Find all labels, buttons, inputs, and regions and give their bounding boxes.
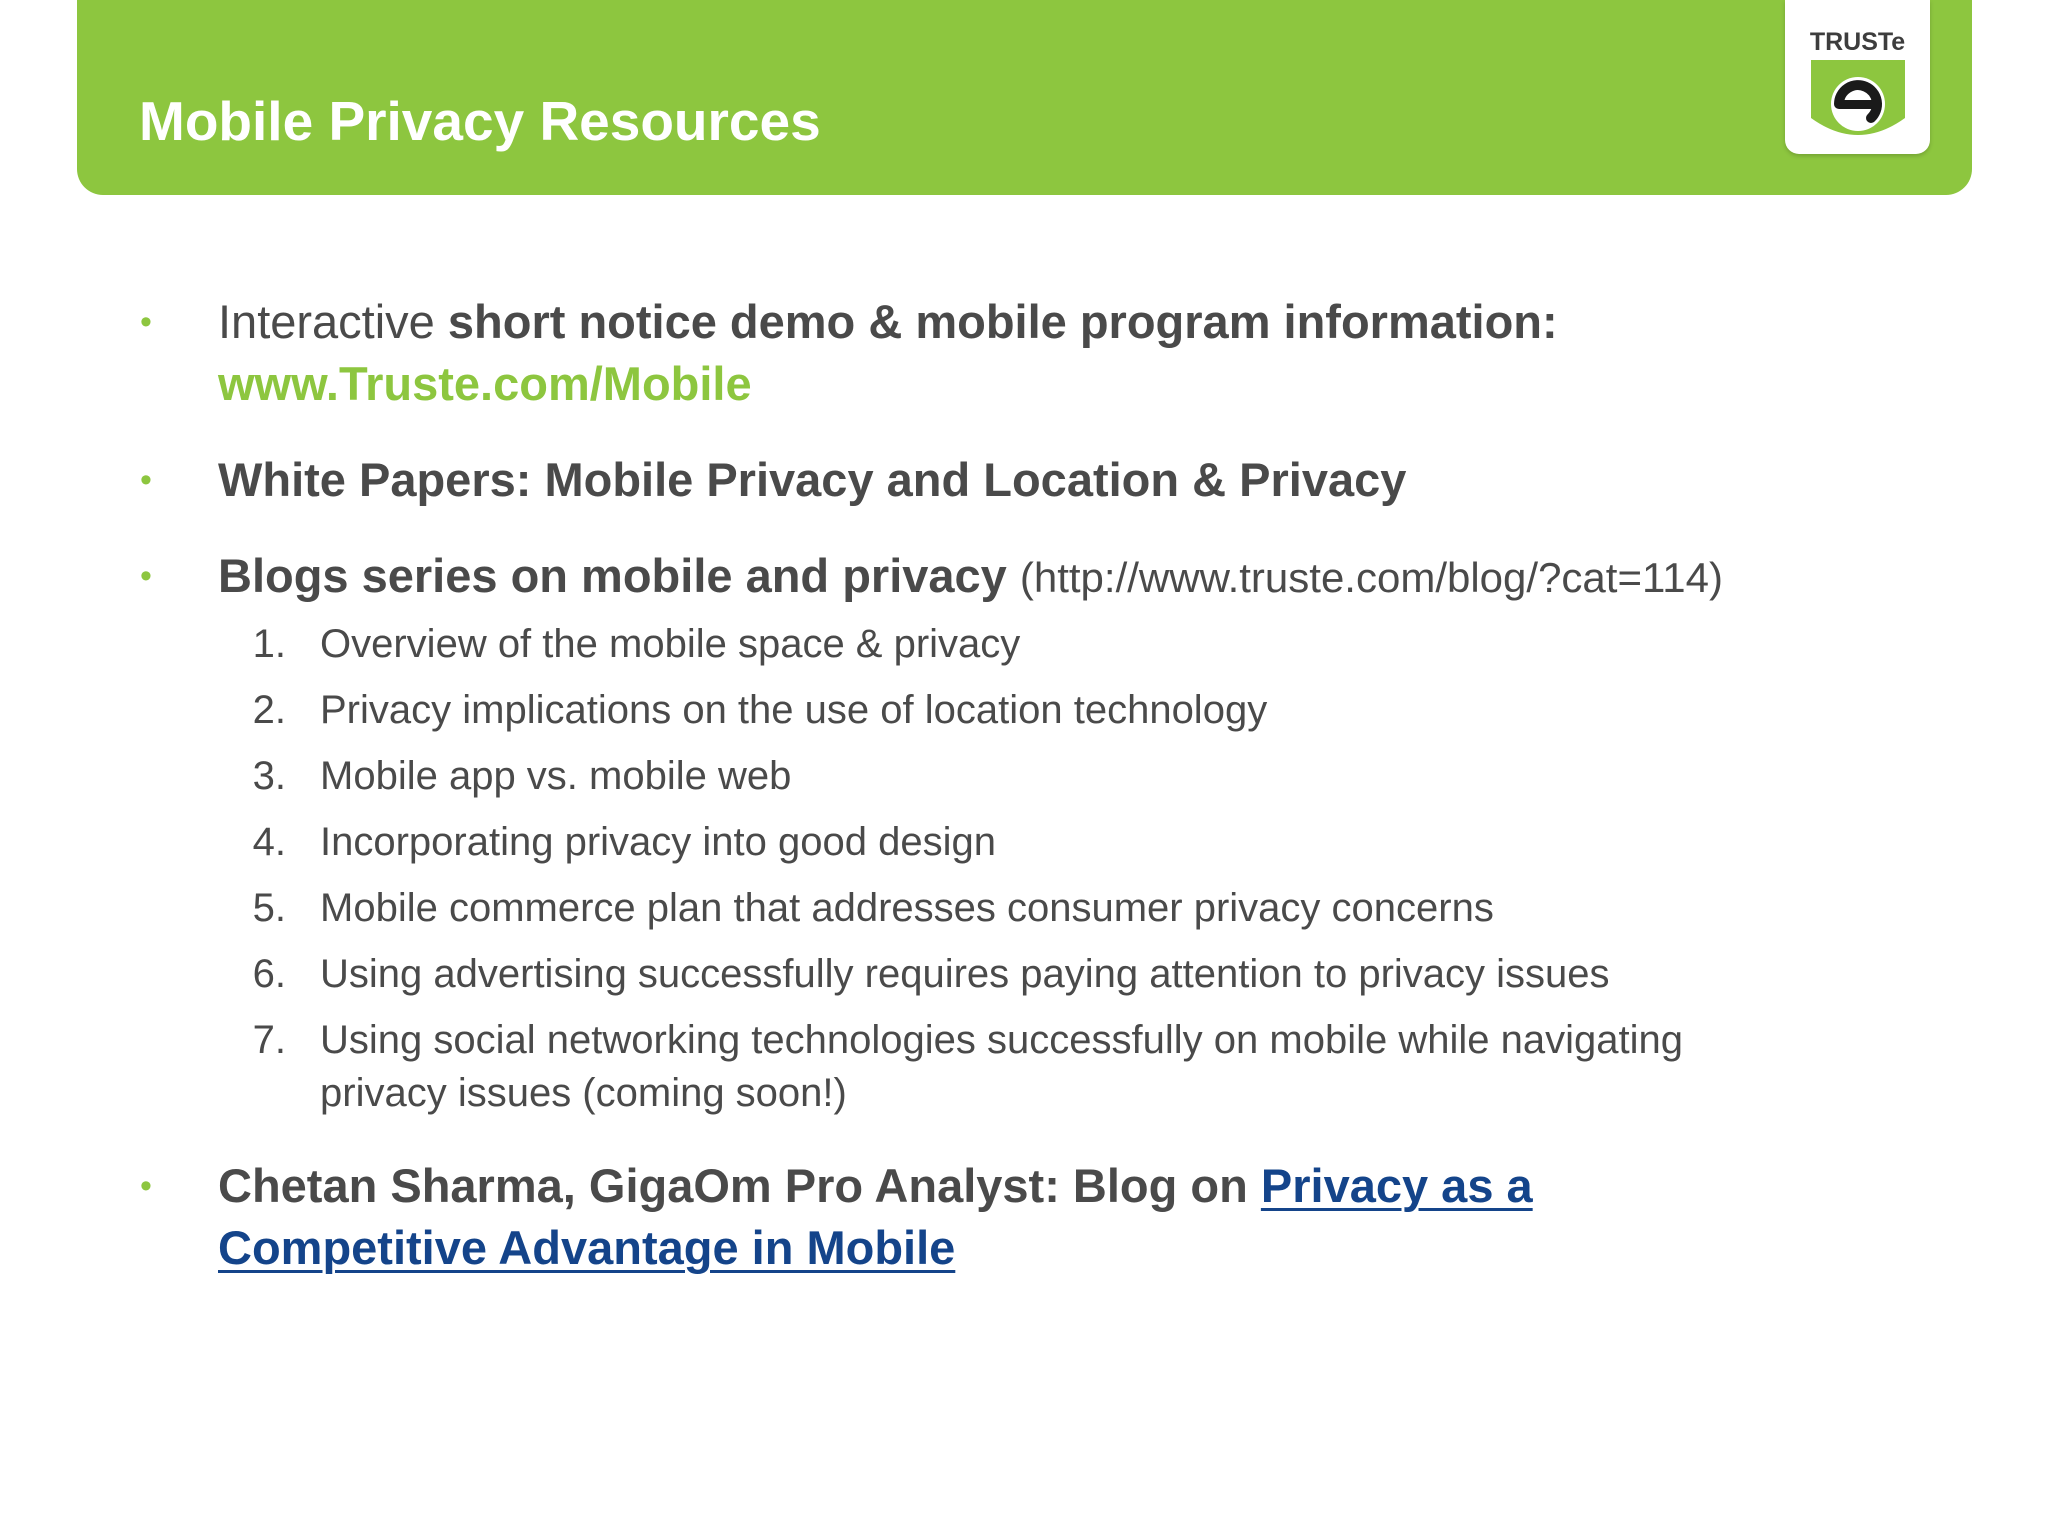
list-number: 3. [252,754,286,798]
bullet-marker: • [140,1167,152,1205]
blog-url[interactable]: (http://www.truste.com/blog/?cat=114) [1019,554,1723,601]
bullet-1-line [218,292,1558,352]
list-item: Mobile commerce plan that addresses consumer privacy concerns [320,886,1494,930]
privacy-advantage-link[interactable]: Privacy as a [1260,1159,1533,1212]
bullet-1-bold: short notice demo & mobile program information: [447,295,1558,348]
list-number: 4. [252,820,286,864]
bullet-4-link-line [218,1218,955,1278]
bullet-2-line: White Papers: Mobile Privacy and Location & Privacy [218,453,1407,506]
list-item: Incorporating privacy into good design [320,820,996,864]
list-item: Mobile app vs. mobile web [320,754,792,798]
list-number: 5. [252,886,286,930]
list-item-continuation: privacy issues (coming soon!) [320,1071,847,1115]
bullet-marker: • [140,303,152,341]
list-number: 1. [252,622,286,666]
list-item: Using advertising successfully requires paying attention to privacy issues [320,952,1610,996]
page-title: Mobile Privacy Resources [139,90,821,152]
privacy-advantage-link-cont[interactable]: Competitive Advantage in Mobile [218,1221,956,1274]
bullet-3-line [218,546,1723,608]
bullet-marker: • [140,557,152,595]
list-item: Overview of the mobile space & privacy [320,622,1021,666]
bullet-4-bold: Chetan Sharma, GigaOm Pro Analyst: Blog on [218,1159,1248,1212]
list-item: Using social networking technologies successfully on mobile while navigating [320,1018,1683,1062]
list-item: Privacy implications on the use of location technology [320,688,1268,732]
list-number: 7. [252,1018,286,1062]
logo-text: TRUSTe [1809,28,1906,56]
bullet-1-link-line [218,354,752,414]
bullet-4-line [218,1156,1533,1216]
list-number: 6. [252,952,286,996]
bullet-3-bold: Blogs series on mobile and privacy [218,549,1007,602]
list-number: 2. [252,688,286,732]
bullet-marker: • [140,461,152,499]
bullet-1-prefix: Interactive [218,295,435,348]
truste-mobile-link[interactable]: www.Truste.com/Mobile [218,357,752,410]
